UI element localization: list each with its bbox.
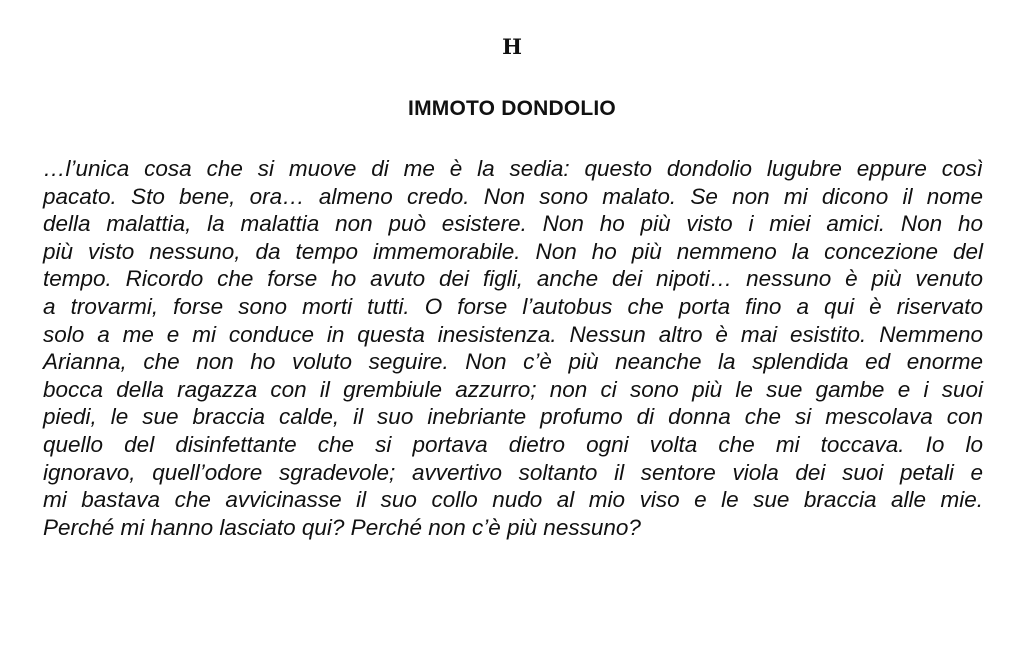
paragraph-line: quello del disinfettante che si portava dietro ogni volta che mi toccava. Io lo bbox=[43, 431, 983, 457]
paragraph-line: a trovarmi, forse sono morti tutti. O forse l’autobus che porta fino a qui è riservato bbox=[43, 293, 983, 319]
paragraph-line: mi bastava che avvicinasse il suo collo nudo al mio viso e le sue braccia alle mie. bbox=[43, 487, 983, 513]
paragraph-line: ignoravo, quell’odore sgradevole; avvertivo soltanto il sentore viola dei suoi petali e bbox=[43, 459, 983, 485]
paragraph-line: Perché mi hanno lasciato qui? Perché non c’è più nessuno? bbox=[43, 514, 641, 540]
paragraph-line: …l’unica cosa che si muove di me è la sedia: questo dondolio lugubre eppure così bbox=[43, 156, 983, 181]
chapter-title: IMMOTO DONDOLIO bbox=[408, 97, 616, 120]
paragraph-line: solo a me e mi conduce in questa inesistenza. Nessun altro è mai esistito. Nemmeno bbox=[43, 321, 983, 347]
paragraph-line: bocca della ragazza con il grembiule azzurro; non ci sono più le sue gambe e i suoi bbox=[43, 376, 983, 402]
paragraph-line: più visto nessuno, da tempo immemorabile. Non ho più nemmeno la concezione del bbox=[43, 238, 983, 264]
paragraph-line: piedi, le sue braccia calde, il suo inebriante profumo di donna che si mescolava con bbox=[43, 404, 983, 430]
paragraph-line: tempo. Ricordo che forse ho avuto dei figli, anche dei nipoti… nessuno è più venuto bbox=[43, 266, 983, 292]
paragraph-line: pacato. Sto bene, ora… almeno credo. Non sono malato. Se non mi dicono il nome bbox=[43, 183, 983, 209]
body-paragraph bbox=[43, 155, 983, 541]
paragraph-line: Arianna, che non ho voluto seguire. Non c’è più neanche la splendida ed enorme bbox=[43, 349, 983, 375]
chapter-letter: H bbox=[502, 34, 522, 59]
paragraph-line: della malattia, la malattia non può esistere. Non ho più visto i miei amici. Non ho bbox=[43, 211, 983, 237]
